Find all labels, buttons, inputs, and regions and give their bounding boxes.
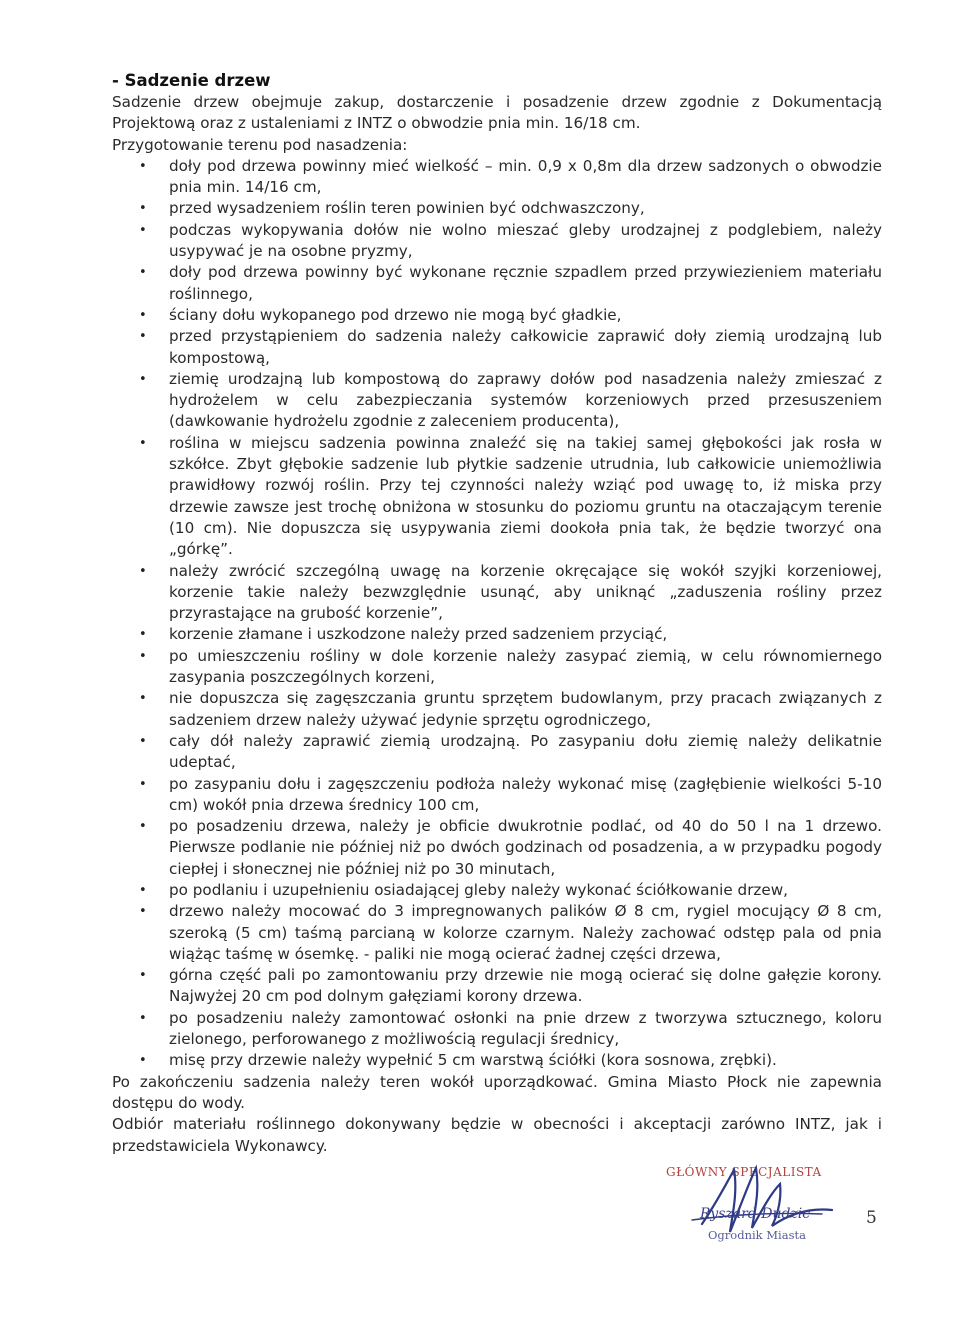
bullet-icon: • [139,1010,147,1026]
bullet-icon: • [139,733,147,749]
section-heading: - Sadzenie drzew [112,71,271,90]
list-item: • górna część pali po zamontowaniu przy drzewie nie mogą ocierać się dolne gałęzie korony. Najwyżej 20 cm pod dolnym gałęziami korony drzewa. [139,966,882,1006]
list-item: • doły pod drzewa powinny mieć wielkość – min. 0,9 x 0,8m dla drzew sadzonych o obwodzie pnia min. 14/16 cm, [139,156,882,197]
list-item: • misę przy drzewie należy wypełnić 5 cm warstwą ściółki (kora sosnowa, zrębki). [169,1050,882,1071]
list-item: • przed wysadzeniem roślin teren powinien być odchwaszczony, [169,198,882,219]
list-item: • po zasypaniu dołu i zagęszczeniu podłoża należy wykonać misę (zagłębienie wielkości 5-10 cm) wokół pnia drzewa średnicy 100 cm, [139,774,882,814]
list-item: • podczas wykopywania dołów nie wolno mieszać gleby urodzajnej z podglebiem, należy usypywać je na osobne pryzmy, [139,220,882,261]
list-item: • przed przystąpieniem do sadzenia należy całkowicie zaprawić doły ziemią urodzajną lub kompostową, [139,327,882,367]
list-item: • ściany dołu wykopanego pod drzewo nie mogą być gładkie, [169,305,882,326]
list-item: • nie dopuszcza się zagęszczania gruntu sprzętem budowlanym, przy pracach związanych z sadzeniem drzew należy używać jedynie sprzętu ogrodniczego, [139,689,882,729]
list-item: • ziemię urodzajną lub kompostową do zaprawy dołów pod nasadzenia należy zmieszać z hydrożelem w celu zabezpieczania systemów korzeniowych przed przesuszeniem (dawkowanie hydrożelu zgodnie z zaleceniem producenta), [139,369,882,431]
bullet-icon: • [139,435,147,451]
bullet-icon: • [139,222,147,238]
stamp-role: Ogrodnik Miasta [708,1228,806,1242]
list-item: • cały dół należy zaprawić ziemią urodzajną. Po zasypaniu dołu ziemię należy delikatnie udeptać, [139,731,882,772]
bullet-icon: • [139,371,147,387]
list-item: • roślina w miejscu sadzenia powinna znaleźć się na takiej samej głębokości jak rosła w szkółce. Zbyt głębokie sadzenie lub płytkie sadzenie utrudnia, lub całkowicie uniemożliwia prawidłowy rozwój roślin. Przy tej czynności należy wziąć pod uwagę to, iż miska przy drzewie zawsze jest trochę obniżona w stosunku do poziomu gruntu na otaczającym terenie (10 cm). Nie dopuszcza się usypywania ziemi dookoła pnia tak, że będzie tworzyć ona „górkę”. [139,433,882,559]
list-item: • doły pod drzewa powinny być wykonane ręcznie szpadlem przed przywiezieniem materiału roślinnego, [139,263,882,303]
list-item: • należy zwrócić szczególną uwagę na korzenie okręcające się wokół szyjki korzeniowej, korzenie takie należy bezwzględnie usunąć, aby uniknąć „zaduszenia rośliny przez przyrastające na grubość korzenie”, [139,561,882,623]
document-body [112,70,882,1157]
bullet-icon: • [139,307,147,323]
bullet-icon: • [139,648,147,664]
preparation-heading: Przygotowanie terenu pod nasadzenia: [112,135,408,154]
bullet-icon: • [139,882,147,898]
bullet-icon: • [139,201,147,217]
bullet-icon: • [139,904,147,920]
bullet-icon: • [139,329,147,345]
list-item: • po posadzeniu drzewa, należy je obficie dwukrotnie podlać, od 40 do 50 l na 1 drzewo. Pierwsze podlanie nie później niż po dwóch godzinach od posadzenia, a w przypadku pogody ciepłej i słonecznej nie później niż po 30 minutach, [139,817,882,878]
stamp-name: Ryszard Dudzic [700,1206,811,1222]
list-item: • po podlaniu i uzupełnieniu osiadającej gleby należy wykonać ściółkowanie drzew, [169,880,882,901]
list-item: • po posadzeniu należy zamontować osłonki na pnie drzew z tworzywa sztucznego, koloru zielonego, perforowanego z możliwością regulacji średnicy, [139,1008,882,1049]
page-number: 5 [866,1208,877,1228]
stamp-title: GŁÓWNY SPECJALISTA [666,1165,822,1179]
bullet-icon: • [139,563,147,579]
closing-paragraph: Po zakończeniu sadzenia należy teren wokół uporządkować. Gmina Miasto Płock nie zapewnia dostępu do wody. [112,1072,882,1112]
bullet-icon: • [139,627,147,643]
official-stamp [662,1162,862,1252]
bullet-icon: • [139,776,147,792]
acceptance-paragraph: Odbiór materiału roślinnego dokonywany będzie w obecności i akceptacji zarówno INTZ, jak i przedstawiciela Wykonawcy. [112,1115,882,1155]
list-item: • po umieszczeniu rośliny w dole korzenie należy zasypać ziemią, w celu równomiernego zasypania poszczególnych korzeni, [139,646,882,687]
bullet-icon: • [139,968,147,984]
list-item: • drzewo należy mocować do 3 impregnowanych palików Ø 8 cm, rygiel mocujący Ø 8 cm, szeroką (5 cm) taśmą parcianą w kolorze czarnym. Należy zachować odstęp pala od pnia wiążąc taśmę w ósemkę. - paliki nie mogą ocierać żadnej części drzewa, [139,902,882,963]
bullet-icon: • [139,819,147,835]
bullet-icon: • [139,1053,147,1069]
intro-paragraph: Sadzenie drzew obejmuje zakup, dostarczenie i posadzenie drzew zgodnie z Dokumentacją Projektową oraz z ustaleniami z INTZ o obwodzie pnia min. 16/18 cm. [112,93,882,133]
bullet-icon: • [139,158,147,174]
list-item: • korzenie złamane i uszkodzone należy przed sadzeniem przyciąć, [169,624,882,645]
preparation-list [112,156,882,1072]
bullet-icon: • [139,691,147,707]
bullet-icon: • [139,265,147,281]
